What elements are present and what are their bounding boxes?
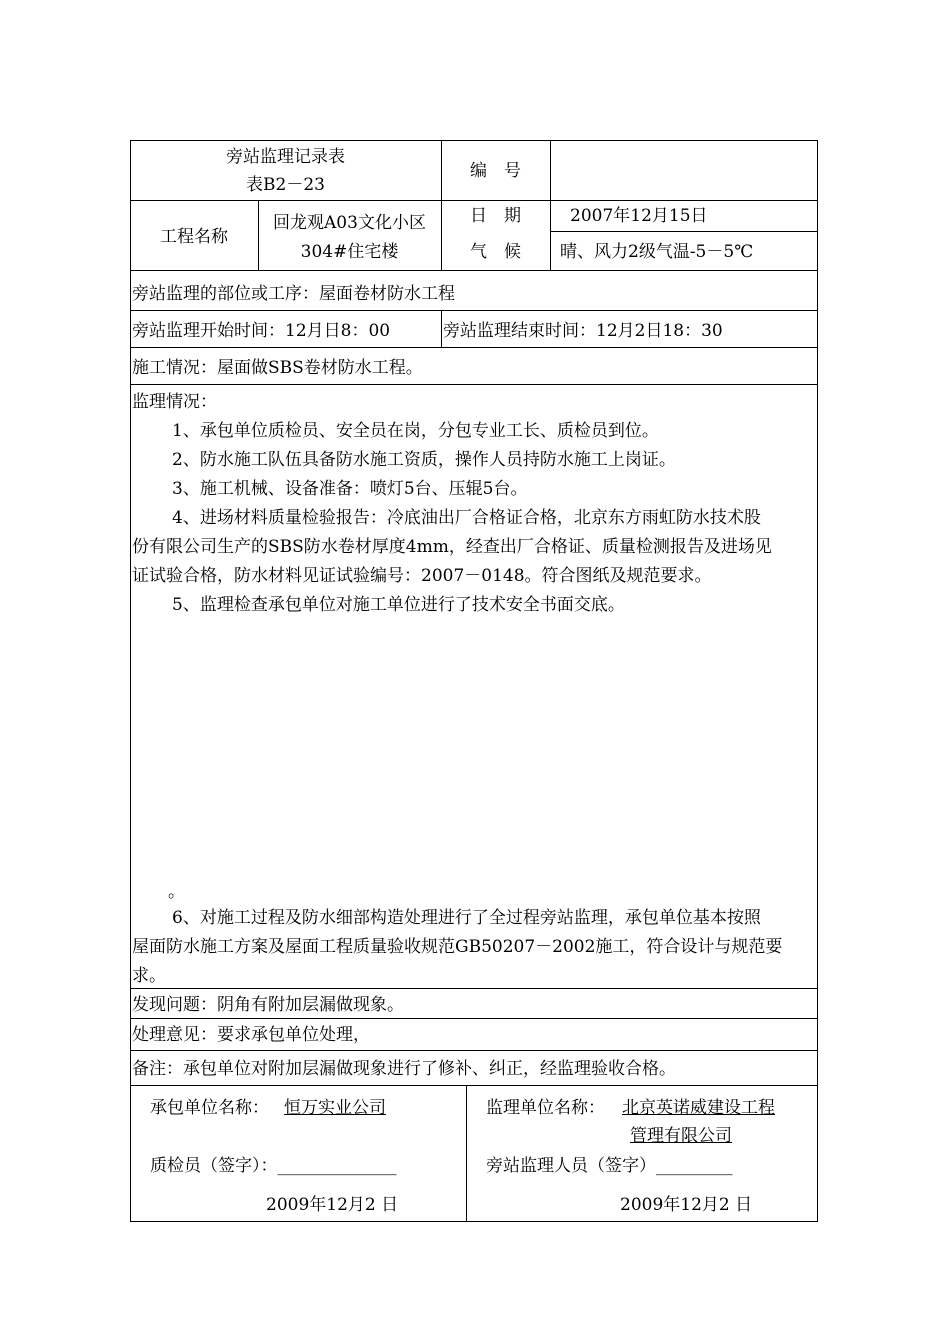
form-code: 表B2－23 bbox=[246, 175, 325, 195]
problem-found: 发现问题：阴角有附加层漏做现象。 bbox=[132, 995, 404, 1015]
supervision-item-6: 屋面防水施工方案及屋面工程质量验收规范GB50207－2002施工，符合设计与规范要 bbox=[132, 937, 783, 957]
end-time: 旁站监理结束时间：12月2日18：30 bbox=[443, 321, 723, 341]
date-label: 日 期 bbox=[470, 206, 521, 226]
border-left bbox=[130, 140, 131, 1222]
supervisor-label: 监理单位名称： bbox=[486, 1098, 605, 1118]
project-name-label: 工程名称 bbox=[160, 227, 228, 247]
rule-header bbox=[130, 200, 818, 201]
contractor-label: 承包单位名称： bbox=[150, 1098, 269, 1118]
supervision-item: 份有限公司生产的SBS防水卷材厚度4mm，经查出厂合格证、质量检测报告及进场见 bbox=[132, 537, 772, 557]
construction-status: 施工情况：屋面做SBS卷材防水工程。 bbox=[132, 358, 423, 378]
weather-label: 气 候 bbox=[470, 242, 521, 262]
supervision-location: 旁站监理的部位或工序：屋面卷材防水工程 bbox=[132, 284, 455, 304]
rule-supervision bbox=[130, 988, 818, 989]
project-name-line1: 回龙观A03文化小区 bbox=[273, 213, 426, 233]
rule-construction bbox=[130, 384, 818, 385]
divider-col3 bbox=[550, 140, 551, 270]
rule-remark bbox=[130, 1085, 818, 1086]
supervision-item: 4、进场材料质量检验报告：冷底油出厂合格证合格，北京东方雨虹防水技术股 bbox=[172, 508, 761, 528]
remark: 备注：承包单位对附加层漏做现象进行了修补、纠正，经监理验收合格。 bbox=[132, 1059, 676, 1079]
border-right bbox=[817, 140, 818, 1222]
supervision-item: 3、施工机械、设备准备：喷灯5台、压辊5台。 bbox=[172, 479, 528, 499]
supervisor-person-signature[interactable]: 旁站监理人员（签字）_________ bbox=[486, 1156, 733, 1176]
start-time: 旁站监理开始时间：12月日8：00 bbox=[132, 321, 391, 341]
number-label: 编 号 bbox=[470, 161, 521, 181]
supervision-item: 2、防水施工队伍具备防水施工资质，操作人员持防水施工上岗证。 bbox=[172, 450, 676, 470]
supervision-item: 证试验合格，防水材料见证试验编号：2007－0148。符合图纸及规范要求。 bbox=[132, 566, 712, 586]
contractor-name: 恒万实业公司 bbox=[284, 1098, 386, 1118]
rule-times bbox=[130, 347, 818, 348]
date-value: 2007年12月15日 bbox=[570, 206, 708, 226]
supervisor-name-line2: 管理有限公司 bbox=[630, 1126, 732, 1146]
project-name-line2: 304#住宅楼 bbox=[300, 242, 399, 262]
form-title: 旁站监理记录表 bbox=[226, 147, 345, 167]
rule-location bbox=[130, 310, 818, 311]
rule-date bbox=[550, 231, 818, 232]
handling-opinion: 处理意见：要求承包单位处理， bbox=[132, 1025, 370, 1045]
rule-handling bbox=[130, 1050, 818, 1051]
divider-times bbox=[441, 310, 442, 347]
supervisor-name-line1: 北京英诺威建设工程 bbox=[622, 1098, 775, 1118]
supervisor-date: 2009年12月2 日 bbox=[620, 1195, 753, 1215]
inspector-signature[interactable]: 质检员（签字）：______________ bbox=[150, 1156, 397, 1176]
supervision-item-6: 6、对施工过程及防水细部构造处理进行了全过程旁站监理，承包单位基本按照 bbox=[172, 908, 761, 928]
divider-signatures bbox=[466, 1085, 467, 1222]
rule-project bbox=[130, 270, 818, 271]
supervision-dot: 。 bbox=[168, 882, 185, 902]
supervision-item: 5、监理检查承包单位对施工单位进行了技术安全书面交底。 bbox=[172, 595, 625, 615]
rule-problem bbox=[130, 1018, 818, 1019]
contractor-date: 2009年12月2 日 bbox=[266, 1195, 399, 1215]
weather-value: 晴、风力2级气温-5－5℃ bbox=[560, 242, 754, 262]
supervision-item: 1、承包单位质检员、安全员在岗，分包专业工长、质检员到位。 bbox=[172, 421, 659, 441]
supervision-title: 监理情况： bbox=[132, 392, 217, 412]
supervision-item-6: 求。 bbox=[132, 966, 166, 986]
